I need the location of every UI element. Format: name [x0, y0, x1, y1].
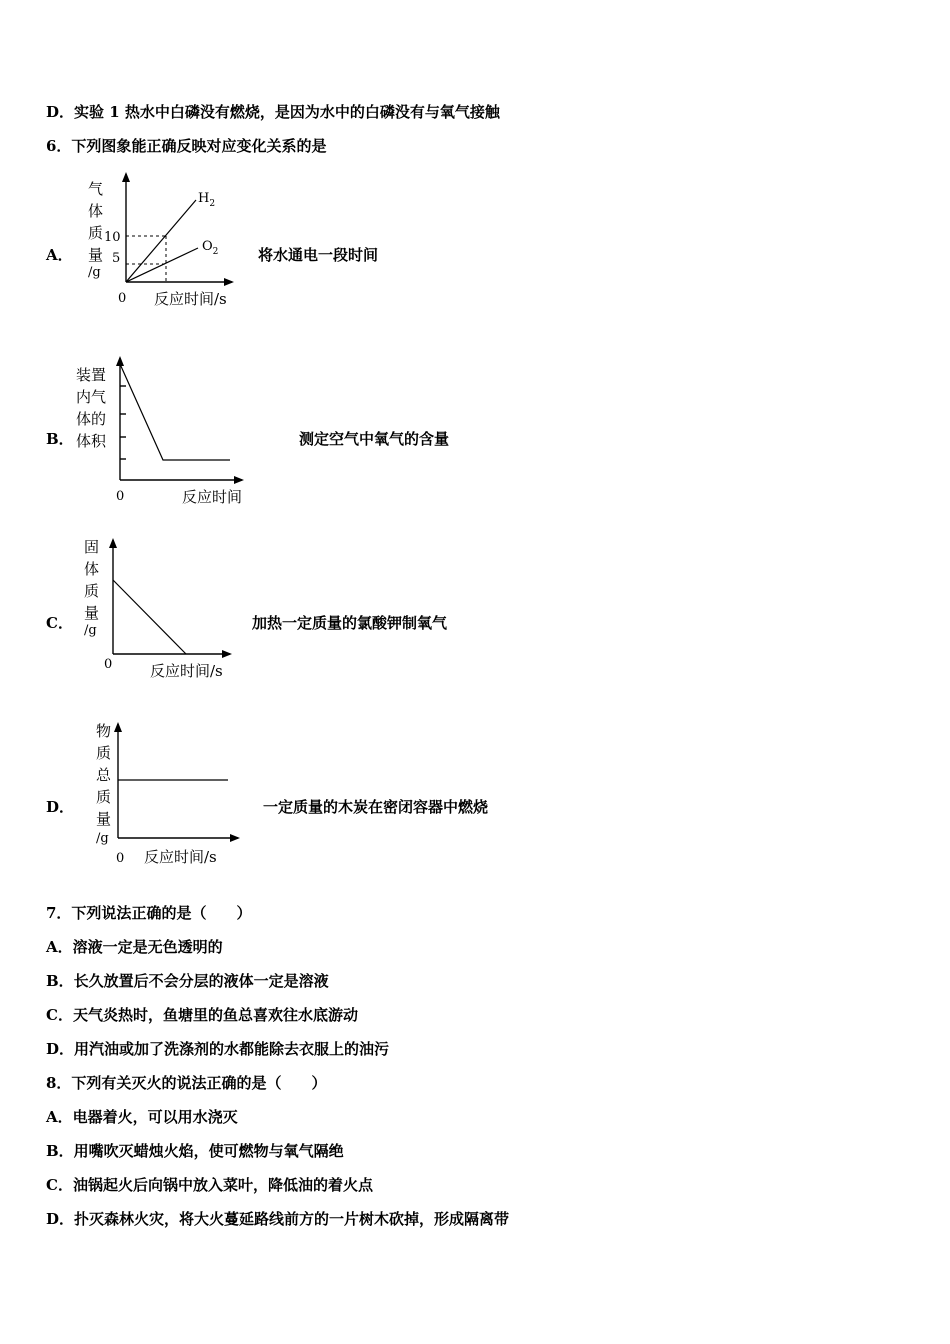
chart-c-ylabel-3: 质	[84, 582, 100, 600]
q7-option-b: B．长久放置后不会分层的液体一定是溶液	[46, 972, 329, 990]
chart-a-o2-subscript: 2	[212, 247, 219, 257]
chart-c-ylabel-5: /g	[84, 623, 97, 638]
chart-d-ylabel-2: 质	[96, 744, 112, 762]
chart-c-ylabel-4: 量	[84, 604, 100, 622]
q6-option-d-desc: 一定质量的木炭在密闭容器中燃烧	[263, 798, 489, 816]
chart-d-ylabel-4: 质	[96, 788, 112, 806]
q8-option-a: A．电器着火，可以用水浇灭	[46, 1108, 238, 1126]
chart-c-origin: 0	[104, 657, 113, 672]
chart-c-ylabel-2: 体	[84, 560, 100, 578]
chart-b-origin: 0	[116, 489, 125, 504]
q6-option-d-letter: D．	[46, 798, 75, 816]
q7-option-c: C．天气炎热时，鱼塘里的鱼总喜欢往水底游动	[46, 1006, 358, 1024]
chart-a-ylabel-5: /g	[88, 265, 101, 280]
chart-a-xlabel: 反应时间/s	[154, 290, 227, 308]
chart-d-ylabel-3: 总	[96, 766, 112, 784]
q6-option-a-letter: A．	[46, 246, 73, 264]
chart-a-tick-10: 10	[104, 230, 121, 245]
chart-a-ylabel-2: 体	[88, 202, 104, 220]
q6-option-c-letter: C．	[46, 614, 73, 632]
chart-d-xlabel: 反应时间/s	[144, 848, 217, 866]
chart-a-h2-label: $H_2$	[198, 191, 216, 209]
chart-a-origin: 0	[118, 291, 127, 306]
q6-option-b-desc: 测定空气中氧气的含量	[299, 430, 450, 448]
q8-stem: 8．下列有关灭火的说法正确的是（ ）	[46, 1074, 327, 1092]
chart-d-origin: 0	[116, 851, 125, 866]
chart-d-x-arrow	[230, 834, 240, 842]
q8-option-c: C．油锅起火后向锅中放入菜叶，降低油的着火点	[46, 1176, 373, 1194]
chart-d-ylabel	[96, 722, 112, 846]
chart-c-xlabel: 反应时间/s	[150, 662, 223, 680]
chart-b-ylabel-2: 内气	[76, 388, 107, 406]
chart-d-y-arrow	[114, 722, 122, 732]
chart-a-h2-subscript: 2	[209, 199, 216, 209]
q8-option-d: D．扑灭森林火灾，将大火蔓延路线前方的一片树木砍掉，形成隔离带	[46, 1210, 510, 1228]
chart-a-tick-5: 5	[112, 251, 121, 266]
chart-c-ylabel-1: 固	[84, 538, 100, 556]
q5-option-d: D．实验 1 热水中白磷没有燃烧，是因为水中的白磷没有与氧气接触	[46, 103, 500, 121]
q6-option-c-desc: 加热一定质量的氯酸钾制氧气	[252, 614, 448, 632]
q6-option-a-desc: 将水通电一段时间	[258, 246, 379, 264]
chart-a-ylabel-3: 质	[88, 224, 104, 242]
q8-option-b: B．用嘴吹灭蜡烛火焰，使可燃物与氧气隔绝	[46, 1142, 344, 1160]
chart-a-o2-label: $O_2$	[202, 239, 219, 257]
chart-b-ylabel-3: 体的	[76, 410, 107, 428]
q7-option-a: A．溶液一定是无色透明的	[46, 938, 223, 956]
q6-option-b-letter: B．	[46, 430, 74, 448]
chart-b-ylabel-1: 装置	[76, 366, 107, 384]
q7-option-d: D．用汽油或加了洗涤剂的水都能除去衣服上的油污	[46, 1040, 390, 1058]
chart-a-ylabel-1: 气	[88, 180, 104, 198]
chart-d-ylabel-5: 量	[96, 810, 112, 828]
chart-b-xlabel: 反应时间	[182, 488, 243, 506]
chart-d-ylabel-6: /g	[96, 831, 109, 846]
chart-a-ylabel-4: 量	[88, 246, 104, 264]
q7-stem: 7．下列说法正确的是（ ）	[46, 904, 252, 922]
chart-b-ylabel-4: 体积	[76, 432, 107, 450]
q6-stem: 6．下列图象能正确反映对应变化关系的是	[46, 137, 327, 155]
chart-d-ylabel-1: 物	[96, 722, 112, 740]
